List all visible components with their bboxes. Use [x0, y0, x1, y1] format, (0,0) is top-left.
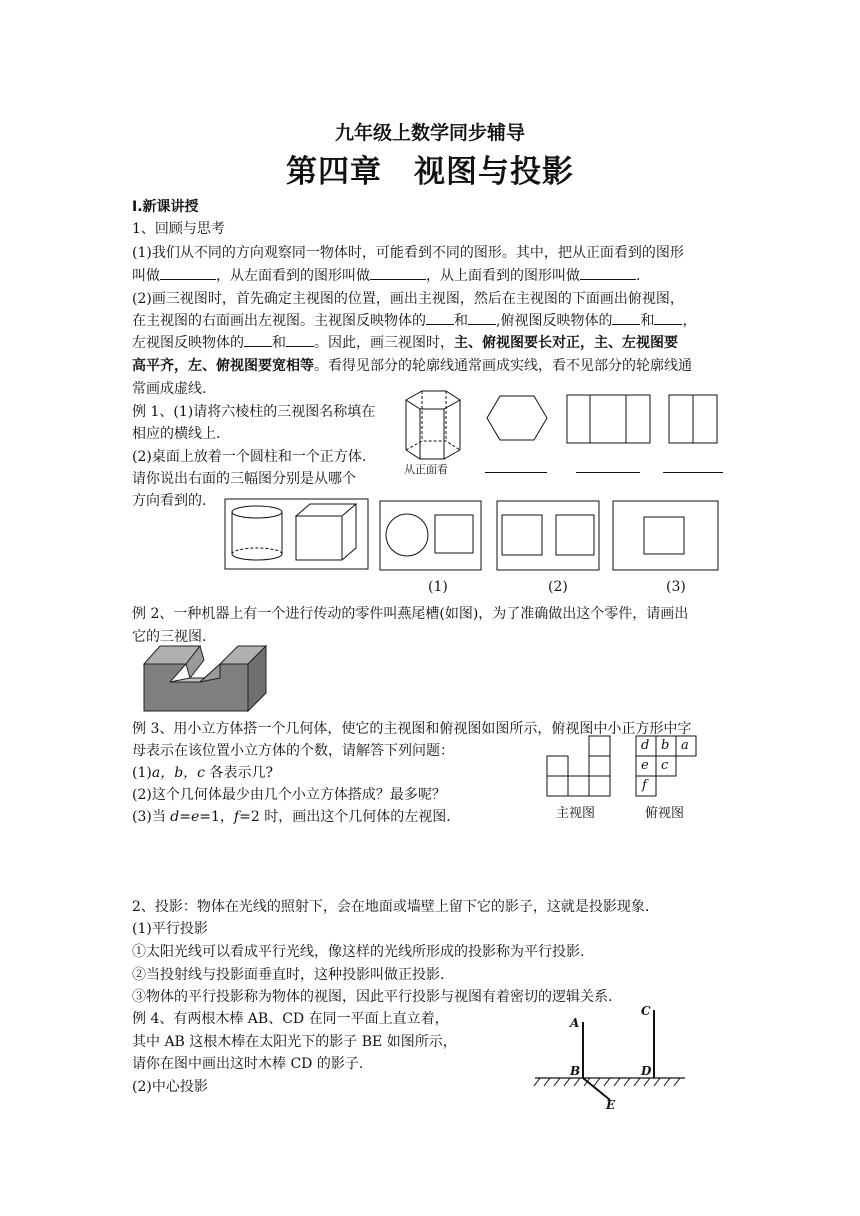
- point-label-c: C: [641, 1004, 651, 1018]
- top-view-1: [379, 500, 483, 572]
- section2-line: ①太阳光线可以看成平行光线，像这样的光线所形成的投影称为平行投影.: [132, 944, 585, 960]
- variables: a，b，c: [151, 765, 205, 781]
- text: 。因此，画三视图时，: [314, 335, 454, 351]
- text: 和: [454, 313, 468, 329]
- cylinder-cube-figure: [224, 498, 370, 572]
- answer-blank[interactable]: [244, 332, 272, 347]
- text: 和: [272, 335, 286, 351]
- example2-line: 它的三视图.: [132, 629, 207, 645]
- document-title: 九年级上数学同步辅导: [334, 122, 525, 144]
- view-name-blank[interactable]: [485, 472, 547, 473]
- main-view-label: 主视图: [556, 805, 596, 820]
- example1-line: 请你说出右面的三幅图分别是从哪个: [132, 471, 356, 487]
- section2-line: (1)平行投影: [132, 921, 208, 937]
- example1-line: 相应的横线上.: [132, 426, 221, 442]
- example4-line: 其中 AB 这根木棒在太阳光下的影子 BE 如图所示，: [132, 1034, 457, 1050]
- text: 。看得见部分的轮廓线通常画成实线，看不见部分的轮廓线通: [314, 358, 692, 374]
- point-label-b: B: [570, 1064, 581, 1078]
- paragraph-line: [132, 310, 696, 332]
- text: (3)当: [132, 809, 171, 825]
- example3-question: [132, 762, 273, 784]
- view-label-3: (3): [666, 579, 686, 595]
- section-heading: Ⅰ.新课讲授: [132, 199, 199, 215]
- dovetail-part-figure: [140, 642, 270, 714]
- text: 在主视图的右面画出左视图。主视图反映物体的: [132, 313, 426, 329]
- example3-line: 例 3、用小立方体搭一个几何体，使它的主视图和俯视图如图所示，俯视图中小正方形中字: [132, 721, 692, 737]
- paragraph-line: [132, 355, 692, 377]
- view-label-1: (1): [428, 579, 448, 595]
- hexagon-view: [484, 394, 550, 444]
- answer-blank[interactable]: [612, 310, 640, 325]
- answer-blank[interactable]: [654, 310, 682, 325]
- point-label-d: D: [641, 1064, 652, 1078]
- answer-blank[interactable]: [580, 265, 636, 280]
- view-name-blank[interactable]: [576, 472, 640, 473]
- answer-blank[interactable]: [286, 332, 314, 347]
- text: ，: [682, 313, 697, 329]
- variable: f: [233, 809, 240, 825]
- section2-line: ②当投射线与投影面垂直时，这种投影叫做正投影.: [132, 967, 445, 983]
- text: 和: [640, 313, 655, 329]
- text: =: [179, 809, 191, 825]
- text: ,俯视图反映物体的: [496, 313, 613, 329]
- paragraph-line: (2)画三视图时，首先确定主视图的位置，画出主视图，然后在主视图的下面画出俯视图，: [132, 291, 684, 307]
- section2-line: (2)中心投影: [132, 1079, 208, 1095]
- text: ，从上面看到的图形叫做: [426, 268, 580, 284]
- front-view-2: [496, 500, 601, 572]
- example1-line: 例 1、(1)请将六棱柱的三视图名称填在: [132, 404, 376, 420]
- answer-blank[interactable]: [468, 310, 496, 325]
- point-label-a: A: [570, 1016, 580, 1030]
- front-view-label: 从正面看: [404, 464, 448, 476]
- grid-letter-f: f: [642, 778, 647, 793]
- grid-letter-d: d: [641, 738, 650, 753]
- top-view-label: 俯视图: [645, 805, 685, 820]
- example3-question: (2)这个几何体最少由几个小立方体搭成？最多呢？: [132, 787, 446, 803]
- grid-letter-a: a: [681, 738, 689, 753]
- paragraph-line: (1)我们从不同的方向观察同一物体时，可能看到不同的图形。其中，把从正面看到的图形: [132, 245, 684, 261]
- answer-blank[interactable]: [160, 265, 216, 280]
- text: 左视图反映物体的: [132, 335, 244, 351]
- grid-letter-b: b: [661, 738, 670, 753]
- text: =2 时，画出这个几何体的左视图.: [239, 809, 451, 825]
- chapter-title: 第四章 视图与投影: [286, 154, 574, 190]
- item-heading: 1、回顾与思考: [132, 221, 225, 237]
- side-rect-view-3: [566, 394, 652, 446]
- example4-line: 请你在图中画出这时木棒 CD 的影子.: [132, 1056, 364, 1072]
- example4-line: 例 4、有两根木棒 AB、CD 在同一平面上直立着，: [132, 1011, 449, 1027]
- example1-line: 方向看到的.: [132, 493, 207, 509]
- example1-line: (2)桌面上放着一个圆柱和一个正方体.: [132, 449, 367, 465]
- text: .: [636, 268, 641, 284]
- side-view-3: [612, 500, 720, 572]
- grid-letter-e: e: [641, 758, 649, 773]
- grid-letter-c: c: [661, 758, 669, 773]
- example3-line: 母表示在该位置小立方体的个数，请解答下列问题：: [132, 743, 454, 759]
- answer-blank[interactable]: [426, 310, 454, 325]
- example2-line: 例 2、一种机器上有一个进行传动的零件叫燕尾槽(如图)，为了准确做出这个零件，请画出: [132, 606, 689, 622]
- view-label-2: (2): [548, 579, 568, 595]
- paragraph-line: [132, 332, 678, 354]
- bold-rule: 高平齐，左、俯视图要宽相等: [132, 358, 314, 374]
- paragraph-line: [132, 265, 640, 287]
- text: ，从左面看到的图形叫做: [216, 268, 370, 284]
- text: (1): [132, 765, 152, 781]
- answer-blank[interactable]: [370, 265, 426, 280]
- hexagonal-prism-figure: [400, 388, 466, 468]
- side-rect-view-2: [668, 394, 720, 446]
- main-view-grid: [545, 734, 615, 800]
- text: =1，: [199, 809, 234, 825]
- section2-line: 2、投影：物体在光线的照射下，会在地面或墙壁上留下它的影子，这就是投影现象.: [132, 899, 650, 915]
- section2-line: ③物体的平行投影称为物体的视图，因此平行投影与视图有着密切的逻辑关系.: [132, 989, 613, 1005]
- bold-rule: 主、俯视图要长对正，主、左视图要: [454, 335, 678, 351]
- text: 各表示几?: [205, 765, 273, 781]
- variable: d: [170, 809, 180, 825]
- point-label-e: E: [606, 1098, 616, 1112]
- view-name-blank[interactable]: [663, 472, 723, 473]
- variable: e: [190, 809, 200, 825]
- paragraph-line: 常画成虚线.: [132, 381, 207, 397]
- text: 叫做: [132, 268, 160, 284]
- example3-question: [132, 806, 451, 828]
